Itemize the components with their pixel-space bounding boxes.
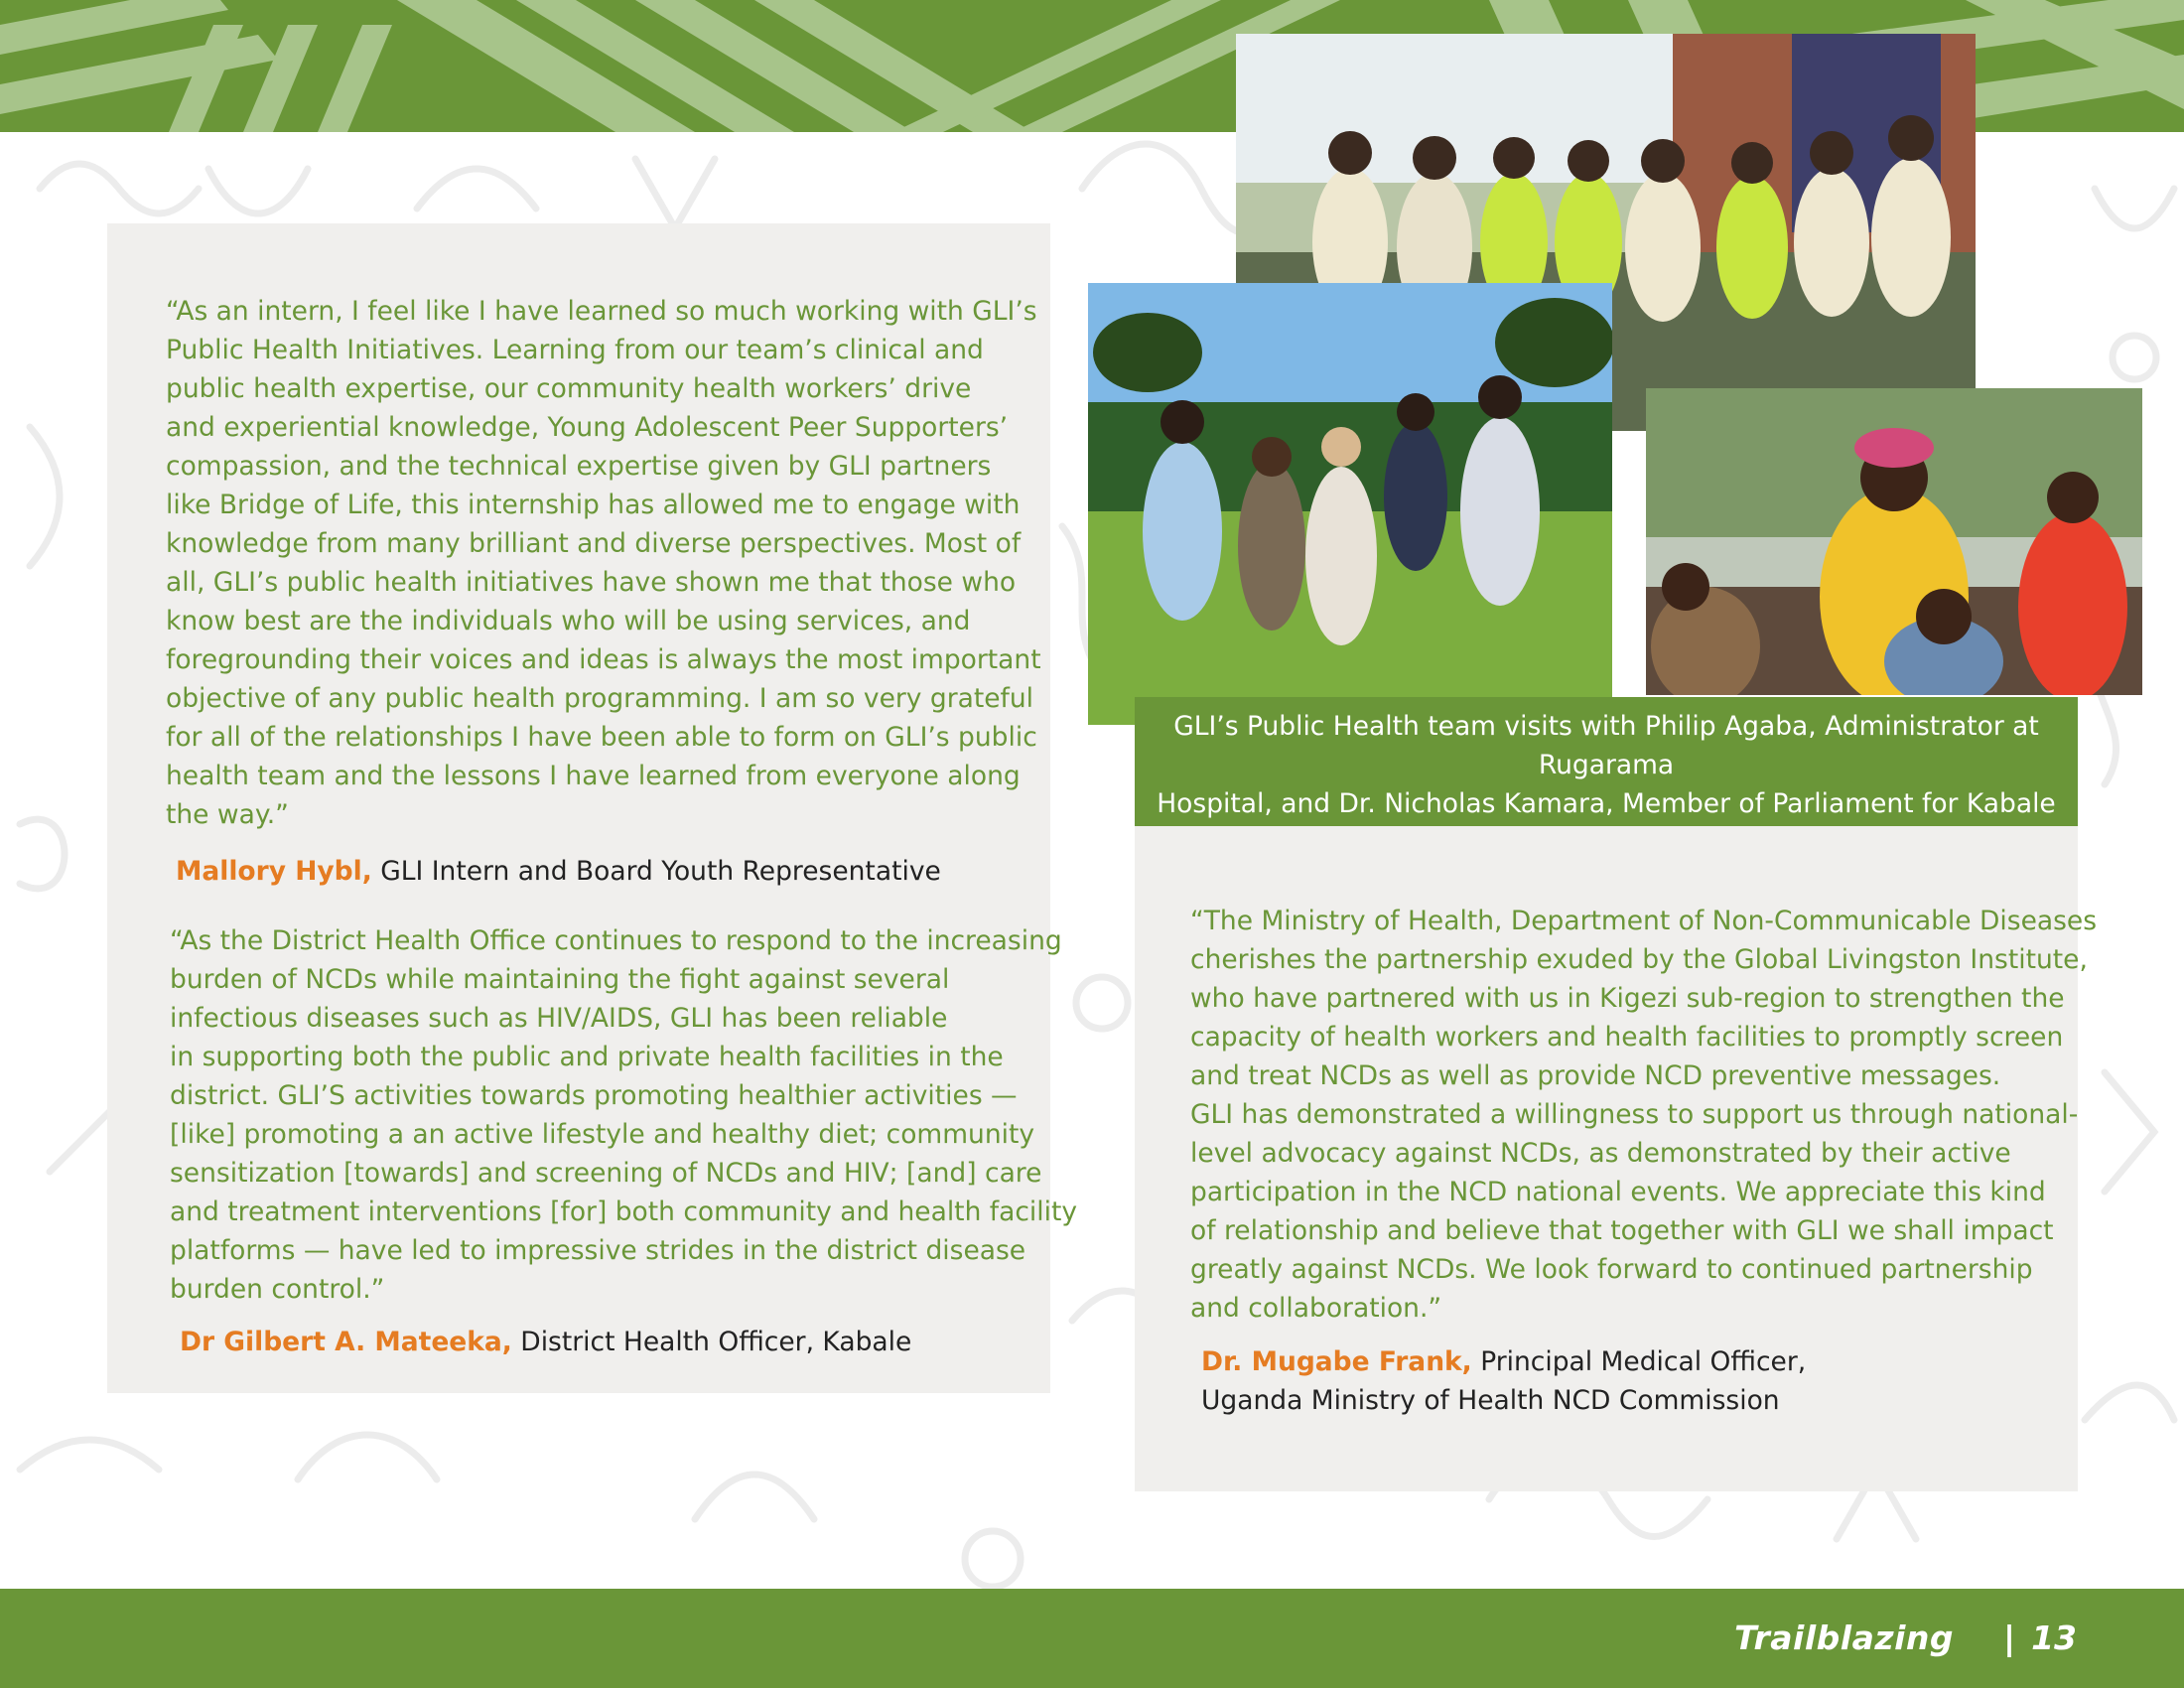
photo-community-speaker [1646, 388, 2142, 695]
district-role: District Health Officer, Kabale [511, 1327, 912, 1357]
district-name: Dr Gilbert A. Mateeka, [180, 1327, 512, 1357]
footer-separator: | [2002, 1618, 2015, 1657]
intern-name: Mallory Hybl, [176, 856, 372, 887]
ministry-quote: “The Ministry of Health, Department of Non-Communicable Diseases cherishes the partnership exuded by the Global Livingston Institute, who have partnered with us in Kigezi sub-region to strengthen the capacity of health workers and health facilities to promptly screen and treat NCDs as well as provide NCD preventive messages. GLI has demonstrated a willingness to support us through national- level advocacy against NCDs, as demonstrated by their active participation in the NCD national events. We appreciate this kind of relationship and believe that together with GLI we shall impact greatly against NCDs. We look forward to continued partnership and collaboration.” [1190, 906, 2098, 1324]
ministry-name: Dr. Mugabe Frank, [1201, 1346, 1472, 1377]
ministry-role: Principal Medical Officer, Uganda Ministry of Health NCD Commission [1201, 1346, 1807, 1416]
footer-band [0, 1589, 2184, 1688]
footer-section-title: Trailblazing [1734, 1618, 1954, 1657]
ministry-attribution [1201, 1342, 1806, 1420]
photo-caption: GLI’s Public Health team visits with Philip Agaba, Administrator at Rugarama Hospital, and Dr. Nicholas Kamara, Member of Parliament for Kabale [1135, 697, 2078, 828]
district-attribution [180, 1323, 911, 1361]
district-quote: “As the District Health Office continues to respond to the increasing burden of NCDs while maintaining the fight against several infectious diseases such as HIV/AIDS, GLI has been reliable in supporting both the public and private health facilities in the district. GLI’S activities towards promoting healthier activities — [like] promoting a an active lifestyle and healthy diet; community sensitization [towards] and screening of NCDs and HIV; [and] care and treatment interventions [for] both community and health facility platforms — have led to impressive strides in the district disease burden control.” [170, 925, 1078, 1305]
intern-attribution [176, 852, 941, 891]
photo-team-on-lawn [1088, 283, 1612, 725]
intern-quote: “As an intern, I feel like I have learned so much working with GLI’s Public Health Initiatives. Learning from our team’s clinical and public health expertise, our community health workers’ drive and experiential knowledge, Young Adolescent Peer Supporters’ compassion, and the technical expertise given by GLI partners like Bridge of Life, this internship has allowed me to engage with knowledge from many brilliant and diverse perspectives. Most of all, GLI’s public health initiatives have shown me that those who know best are the individuals who will be using services, and foregrounding their voices and ideas is always the most important objective of any public health programming. I am so very grateful for all of the relationships I have been able to form on GLI’s public health team and the lessons I have learned from everyone along the way.” [166, 296, 1041, 830]
intern-role: GLI Intern and Board Youth Representative [371, 856, 941, 887]
page-number: 13 [2031, 1618, 2077, 1657]
